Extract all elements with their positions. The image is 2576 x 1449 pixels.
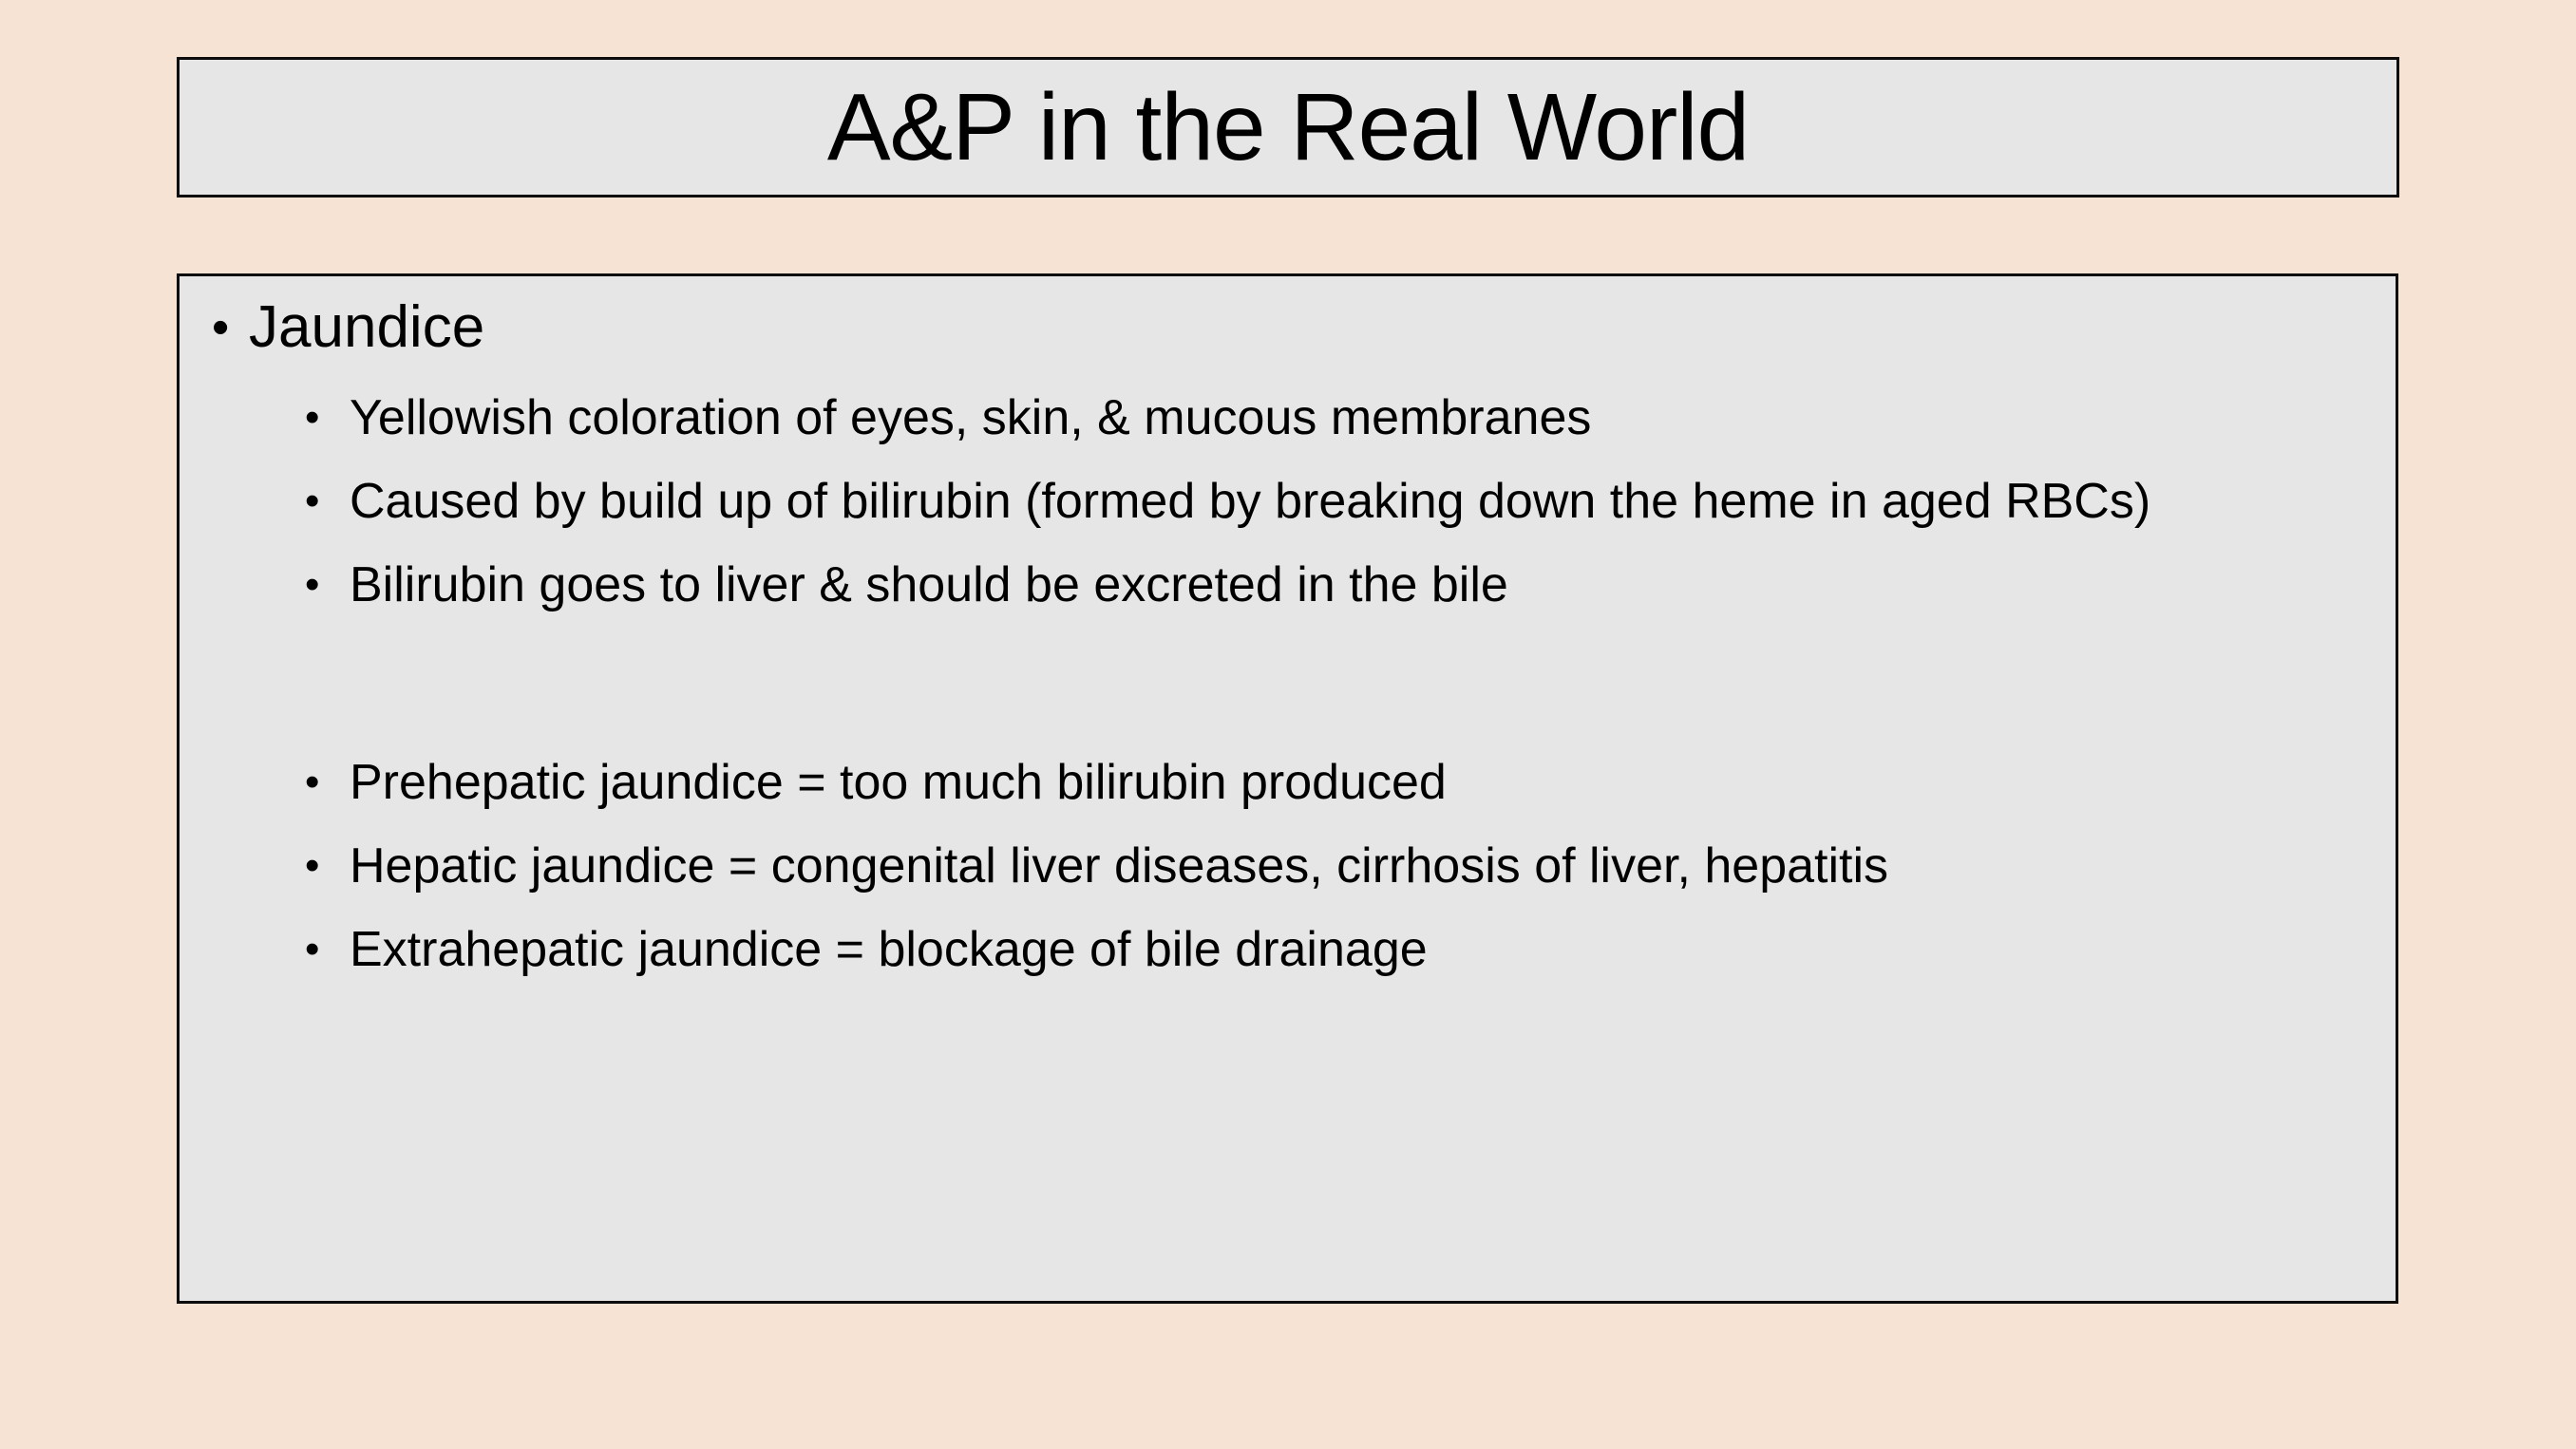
bullet-icon: • bbox=[305, 394, 320, 441]
list-item bbox=[305, 749, 2358, 816]
list-item bbox=[305, 916, 2358, 983]
bullet-group-1 bbox=[180, 385, 2358, 618]
list-item-heading bbox=[212, 290, 2358, 366]
bullet-text: Extrahepatic jaundice = blockage of bile drainage bbox=[350, 922, 1428, 977]
bullet-icon: • bbox=[305, 561, 320, 608]
list-item bbox=[305, 468, 2358, 535]
bullet-icon: • bbox=[305, 926, 320, 972]
slide-title: A&P in the Real World bbox=[826, 73, 1750, 180]
bullet-group-2 bbox=[180, 749, 2358, 983]
bullet-text: Hepatic jaundice = congenital liver diseases, cirrhosis of liver, hepatitis bbox=[350, 838, 1889, 894]
bullet-text: Bilirubin goes to liver & should be excreted in the bile bbox=[350, 557, 1508, 612]
blank-line-spacer bbox=[180, 635, 2358, 730]
list-item bbox=[305, 552, 2358, 618]
heading-text: Jaundice bbox=[249, 294, 485, 360]
list-item bbox=[305, 833, 2358, 899]
bullet-text: Yellowish coloration of eyes, skin, & mucous membranes bbox=[350, 390, 1592, 445]
title-box bbox=[177, 57, 2399, 198]
bullet-text: Prehepatic jaundice = too much bilirubin produced bbox=[350, 755, 1447, 810]
list-item bbox=[305, 385, 2358, 451]
bullet-icon: • bbox=[212, 300, 230, 355]
bullet-icon: • bbox=[305, 759, 320, 805]
bullet-text: Caused by build up of bilirubin (formed by breaking down the heme in aged RBCs) bbox=[350, 474, 2151, 529]
bullet-icon: • bbox=[305, 842, 320, 889]
content-box bbox=[177, 273, 2398, 1304]
bullet-icon: • bbox=[305, 478, 320, 524]
